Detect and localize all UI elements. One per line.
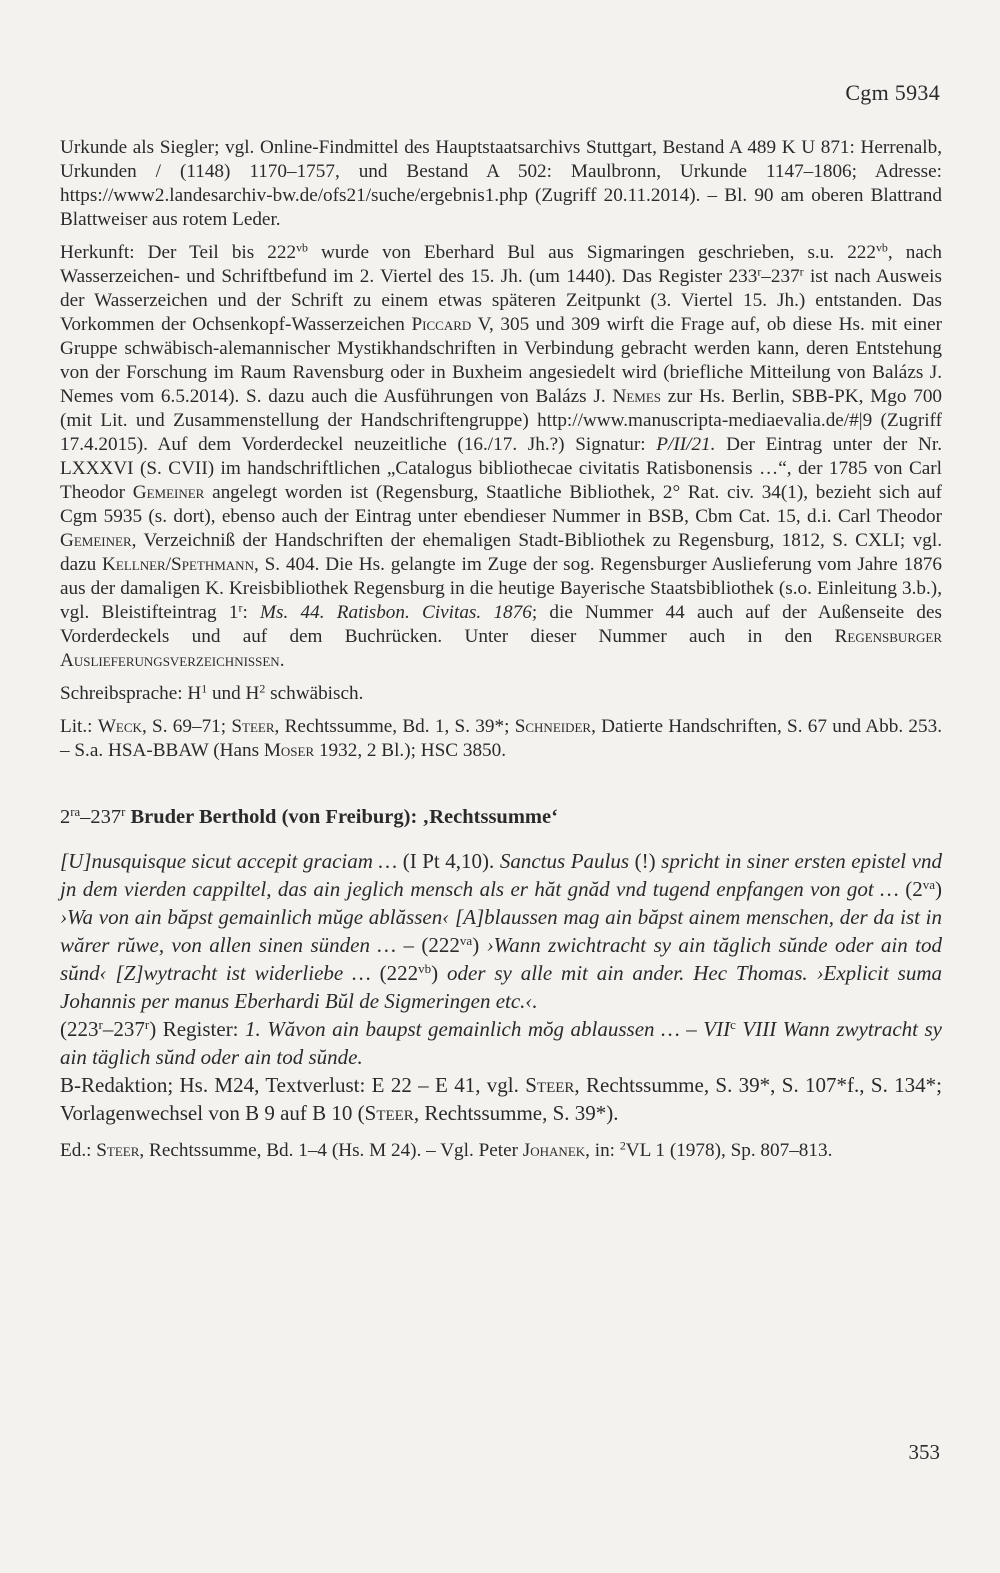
page-number: 353	[908, 1440, 940, 1464]
paragraph-redaktion: B-Redaktion; Hs. M24, Textverlust: E 22 – E 41, vgl. Steer, Rechtssumme, S. 39*, S. 107*f., S. 134*; Vorlagenwechsel von B 9 auf B 10 (Steer, Rechtssumme, S. 39*).	[60, 1073, 943, 1125]
paragraph-description-end: Urkunde als Siegler; vgl. Online-Findmittel des Hauptstaatsarchivs Stuttgart, Bestand A 489 K U 871: Herrenalb, Urkunden / (1148) 1170–1757, und Bestand A 502: Maulbronn, Urkunde 1147–1806; Adresse: https://www2.landesarchiv-bw.de/ofs21/suche/ergebnis1.php (Zugriff 20.11.2014). – Bl. 90 am oberen Blattrand Blattweiser aus rotem Leder.	[60, 137, 942, 230]
section-heading: $2^{ra}-237^r$ Bruder Berthold (von Freiburg): ‚Rechtssumme‘	[60, 805, 558, 828]
paragraph-incipit: [U]nusquisque sicut accepit graciam … (I Pt 4,10). Sanctus Paulus (!) spricht in siner ersten epistel vnd jn dem vierden cappiltel, das ain jeglich mensch als er hăt gnăd vnd tugend enpfangen von got … $(2^{va})$ ›Wa von ain băpst gemainlich mŭge ablăssen‹ [A]blaussen mag ain băpst ainem menschen, der da ist in wărer rŭwe, von allen sinen sünden … – $(222^{va})$ ›Wann zwichtracht sy ain tăglich sŭnde oder ain tod sŭnd‹ [Z]wytracht ist widerliebe … $(222^{vb})$ oder sy alle mit ain ander. Hec Thomas. ›Explicit suma Johannis per manus Eberhardi Bŭl de Sigmeringen etc.‹.	[60, 849, 942, 1013]
paragraph-register: (223$^r$–237$^r$) Register: 1. Wăvon ain baupst gemainlich mŏg ablaussen … – VII$^c$ VIII Wann zwytracht sy ain täglich sŭnd oder ain tod sŭnde.	[60, 1016, 943, 1069]
paragraph-schreibsprache: Schreibsprache: $H^1$ und $H^2$ schwäbisch.	[60, 681, 364, 704]
paragraph-edition: Ed.: Steer, Rechtssumme, Bd. 1–4 (Hs. M 24). – Vgl. Peter Johanek, in: $^2$VL 1 (1978), Sp. 807–813.	[60, 1138, 833, 1161]
running-head: Cgm 5934	[845, 80, 940, 105]
paragraph-literature: Lit.: Weck, S. 69–71; Steer, Rechtssumme, Bd. 1, S. 39*; Schneider, Datierte Handschriften, S. 67 und Abb. 253. – S.a. HSA-BBAW (Hans Moser 1932, 2 Bl.); HSC 3850.	[60, 716, 942, 761]
paragraph-herkunft: Herkunft: Der Teil bis $222^{vb}$ wurde von Eberhard Bul aus Sigmaringen geschrieben, s.u. $222^{vb}$, nach Wasserzeichen- und Schriftbefund im 2. Viertel des 15. Jh. (um 1440). Das Register 233$^r$–237$^r$ ist nach Ausweis der Wasserzeichen und der Schrift zu einem etwas späteren Zeitpunkt (3. Viertel 15. Jh.) entstanden. Das Vorkommen der Ochsenkopf-Wasserzeichen Piccard V, 305 und 309 wirft die Frage auf, ob diese Hs. mit einer Gruppe schwäbisch-alemannischer Mystikhandschriften in Verbindung gebracht werden kann, deren Entstehung von der Forschung im Raum Ravensburg oder in Buxheim angesiedelt wird (briefliche Mitteilung von Balázs J. Nemes vom 6.5.2014). S. dazu auch die Ausführungen von Balázs J. Nemes zur Hs. Berlin, SBB-PK, Mgo 700 (mit Lit. und Zusammenstellung der Handschriftengruppe) http://www.manuscripta-mediaevalia.de/#|9 (Zugriff 17.4.2015). Auf dem Vorderdeckel neuzeitliche (16./17. Jh.?) Signatur: P/II/21. Der Eintrag unter der Nr. LXXXVI (S. CVII) im handschriftlichen „Catalogus bibliothecae civitatis Ratisbonensis …“, der 1785 von Carl Theodor Gemeiner angelegt worden ist (Regensburg, Staatliche Bibliothek, 2° Rat. civ. 34(1), bezieht sich auf Cgm 5935 (s. dort), ebenso auch der Eintrag unter ebendieser Nummer in BSB, Cbm Cat. 15, d.i. Carl Theodor Gemeiner, Verzeichniß der Handschriften der ehemaligen Stadt-Bibliothek zu Regensburg, 1812, S. CXLI; vgl. dazu Kellner/Spethmann, S. 404. Die Hs. gelangte im Zuge der sog. Regensburger Auslieferung vom Jahre 1876 aus der damaligen K. Kreisbibliothek Regensburg in die heutige Bayerische Staatsbibliothek (s.o. Einleitung 3.b.), vgl. Bleistifteintrag 1$^r$: Ms. 44. Ratisbon. Civitas. 1876; die Nummer 44 auch auf der Außenseite des Vorderdeckels und auf dem Buchrücken. Unter dieser Nummer auch in den Regensburger Auslieferungsverzeichnissen.	[60, 240, 943, 671]
body-text	[60, 136, 942, 1163]
